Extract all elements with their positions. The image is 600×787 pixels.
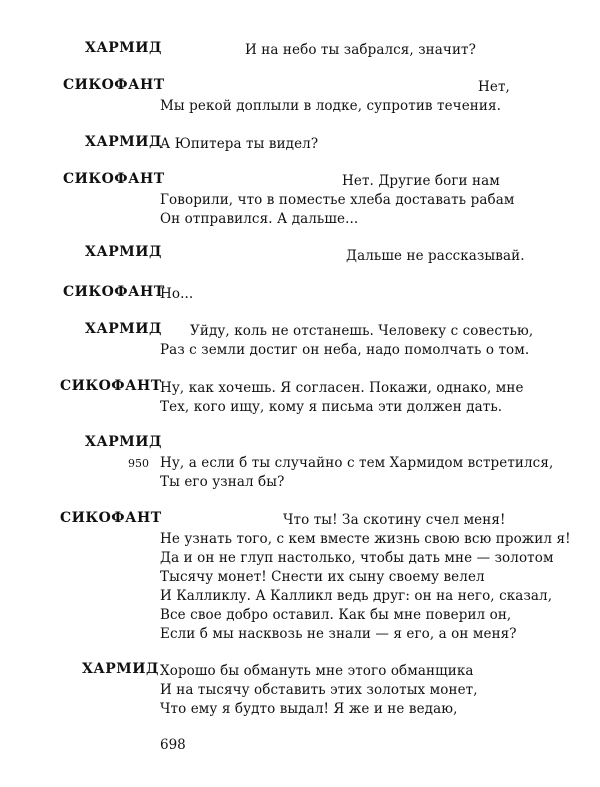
verse-line: Ты его узнал бы? — [160, 474, 285, 490]
verse-line: Раз с земли достиг он неба, надо помолчать о том. — [160, 342, 530, 358]
verse-line: Говорили, что в поместье хлеба доставать рабам — [160, 192, 515, 208]
verse-line: Но... — [160, 286, 194, 302]
speaker-charmides: ХАРМИД — [85, 40, 162, 56]
line-number: 950 — [128, 457, 149, 470]
speaker-charmides: ХАРМИД — [85, 134, 162, 150]
verse-line: Если б мы насквозь не знали — я его, а он меня? — [160, 626, 517, 642]
speaker-sycophant: СИКОФАНТ — [60, 510, 162, 526]
verse-line: Нет. Другие боги нам — [342, 173, 500, 189]
speaker-sycophant: СИКОФАНТ — [63, 284, 165, 300]
speaker-sycophant: СИКОФАНТ — [63, 77, 165, 93]
verse-line: Тысячу монет! Снести их сыну своему велел — [160, 569, 485, 585]
verse-line: Что ему я будто выдал! Я же и не ведаю, — [160, 701, 458, 717]
speaker-charmides: ХАРМИД — [85, 321, 162, 337]
page-number: 698 — [160, 737, 186, 753]
verse-line: Уйду, коль не отстанешь. Человеку с совестью, — [190, 323, 534, 339]
verse-line: Дальше не рассказывай. — [346, 248, 525, 264]
verse-line: Все свое добро оставил. Как бы мне поверил он, — [160, 607, 512, 623]
verse-line: Он отправился. А дальше... — [160, 211, 359, 227]
verse-line: Тех, кого ищу, кому я письма эти должен дать. — [160, 399, 503, 415]
verse-line: Что ты! За скотину счел меня! — [283, 512, 506, 528]
verse-line: А Юпитера ты видел? — [160, 136, 319, 152]
verse-line: Нет, — [478, 79, 510, 95]
verse-line: Да и он не глуп настолько, чтобы дать мне — золотом — [160, 550, 554, 566]
verse-line: Ну, а если б ты случайно с тем Хармидом встретился, — [160, 455, 554, 471]
verse-line: Ну, как хочешь. Я согласен. Покажи, однако, мне — [160, 380, 524, 396]
speaker-charmides: ХАРМИД — [85, 244, 162, 260]
speaker-sycophant: СИКОФАНТ — [60, 378, 162, 394]
speaker-sycophant: СИКОФАНТ — [63, 171, 165, 187]
verse-line: И на тысячу обставить этих золотых монет, — [160, 682, 478, 698]
verse-line: Не узнать того, с кем вместе жизнь свою всю прожил я! — [160, 531, 571, 547]
verse-line: И на небо ты забрался, значит? — [245, 42, 476, 58]
verse-line: Хорошо бы обмануть мне этого обманщика — [160, 663, 474, 679]
speaker-charmides: ХАРМИД — [82, 661, 159, 677]
verse-line: Мы рекой доплыли в лодке, супротив течения. — [160, 98, 501, 114]
verse-line: И Калликлу. А Калликл ведь друг: он на него, сказал, — [160, 588, 553, 604]
speaker-charmides: ХАРМИД — [85, 434, 162, 450]
